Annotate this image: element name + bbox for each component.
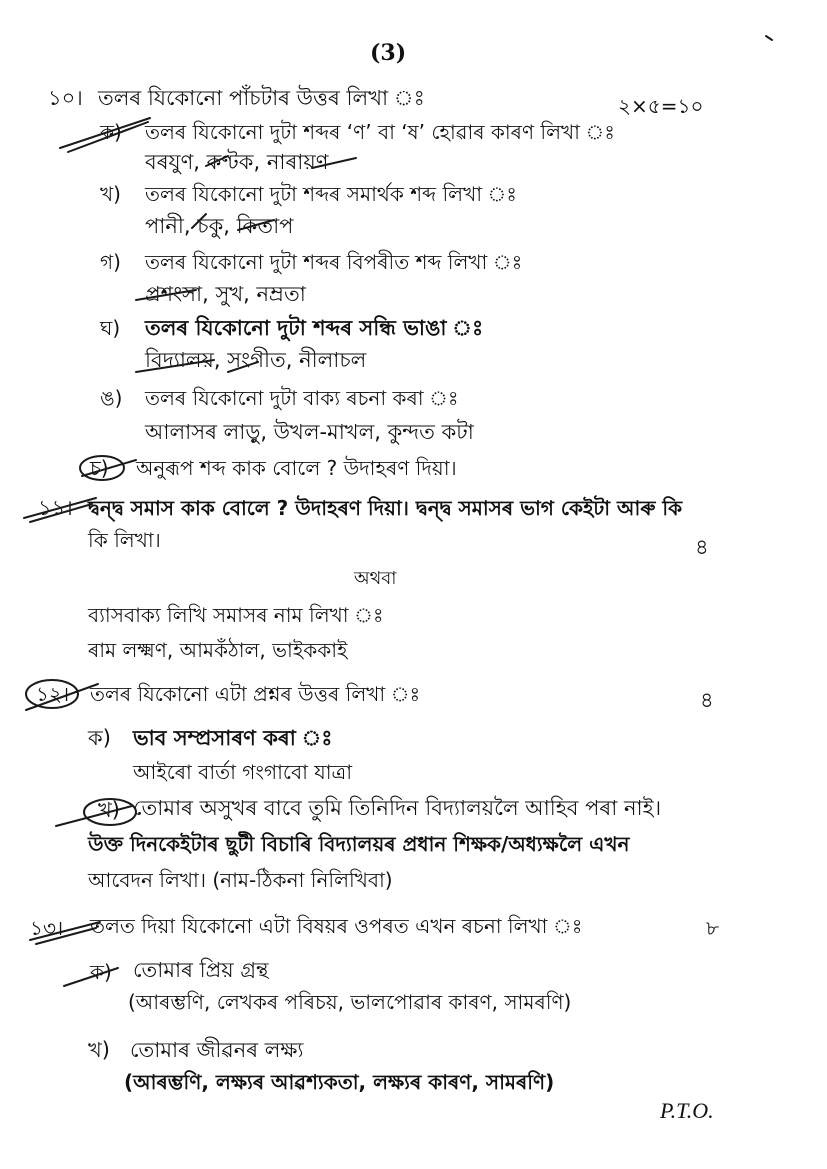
pen-stroke bbox=[192, 214, 206, 228]
pen-stroke bbox=[60, 118, 150, 148]
q10-part-question: তলৰ যিকোনো দুটা শব্দৰ বিপৰীত শব্দ লিখা ঃ bbox=[145, 250, 523, 274]
q10-part-question: অনুৰূপ শব্দ কাক বোলে ? উদাহৰণ দিয়া। bbox=[136, 456, 457, 480]
q13-number: ১৩। bbox=[30, 916, 64, 940]
q11-number: ১১। bbox=[38, 496, 73, 520]
q10-part-words: প্ৰশংসা, সুখ, নম্ৰতা bbox=[145, 282, 306, 306]
q13-b-title: তোমাৰ জীৱনৰ লক্ষ্য bbox=[130, 1038, 304, 1062]
q13-marks: ৮ bbox=[706, 916, 719, 940]
q10-part-label: ঙ) bbox=[100, 386, 123, 410]
page-number: (3) bbox=[370, 40, 407, 66]
pen-stroke bbox=[68, 122, 148, 152]
q12-b-line1: তোমাৰ অসুখৰ বাবে তুমি তিনিদিন বিদ্যালয়লৈ আহিব পৰা নাই। bbox=[133, 796, 662, 820]
q10-part-words: বৰযুণ, কণ্টক, নাৰায়ণ bbox=[145, 150, 329, 174]
q10-heading: তলৰ যিকোনো পাঁচটাৰ উত্তৰ লিখা ঃ bbox=[98, 86, 425, 110]
pto-label: P.T.O. bbox=[660, 1098, 714, 1123]
q12-marks: ৪ bbox=[700, 688, 714, 712]
q10-part-label: ঘ) bbox=[100, 316, 121, 340]
pen-stroke bbox=[82, 456, 136, 480]
q10-part-label: ক) bbox=[100, 120, 122, 144]
q11-alt-line2: ৰাম লক্ষ্মণ, আমকঁঠাল, ভাইককাই bbox=[88, 638, 348, 662]
q12-b-label: খ) bbox=[98, 798, 120, 822]
q10-part-question: তলৰ যিকোনো দুটা শব্দৰ সন্ধি ভাঙা ঃ bbox=[145, 316, 484, 340]
q12-a-phrase: আইৰো বাৰ্তা গংগাবো যাত্ৰা bbox=[133, 760, 353, 784]
q10-part-question: তলৰ যিকোনো দুটা বাক্য ৰচনা কৰা ঃ bbox=[145, 386, 459, 410]
q10-marks: ২×৫=১০ bbox=[618, 94, 704, 118]
q10-part-label: গ) bbox=[100, 250, 121, 274]
q11-line1: দ্বন্দ্ব সমাস কাক বোলে ? উদাহৰণ দিয়া। দ্বন্দ্ব সমাসৰ ভাগ কেইটা আৰু কি bbox=[88, 496, 683, 520]
q11-marks: ৪ bbox=[695, 535, 709, 559]
pen-stroke bbox=[64, 968, 118, 986]
pen-stroke bbox=[238, 220, 274, 230]
q12-b-line2: উক্ত দিনকেইটাৰ ছুটী বিচাৰি বিদ্যালয়ৰ প্ৰধান শিক্ষক/অধ্যক্ষলৈ এখন bbox=[88, 832, 630, 856]
q12-a-text: ভাব সম্প্ৰসাৰণ কৰা ঃ bbox=[133, 726, 333, 750]
q10-part-words: বিদ্যালয়, সংগীত, নীলাচল bbox=[145, 348, 367, 372]
q13-a-points: (আৰম্ভণি, লেখকৰ পৰিচয়, ভালপোৱাৰ কাৰণ, সামৰণি) bbox=[128, 990, 572, 1014]
q12-a-label: ক) bbox=[88, 726, 111, 750]
q11-alt-line1: ব্যাসবাক্য লিখি সমাসৰ নাম লিখা ঃ bbox=[88, 603, 384, 627]
pen-stroke bbox=[228, 362, 258, 372]
pen-stroke bbox=[136, 290, 196, 300]
q12-heading: তলৰ যিকোনো এটা প্ৰশ্নৰ উত্তৰ লিখা ঃ bbox=[90, 682, 421, 706]
q13-heading: তলত দিয়া যিকোনো এটা বিষয়ৰ ওপৰত এখন ৰচনা লিখা ঃ bbox=[90, 914, 583, 938]
q10-part-words: আলাসৰ লাড়ু, উখল-মাখল, কুন্দত কটা bbox=[145, 420, 474, 444]
q10-part-label: চ) bbox=[90, 456, 109, 480]
pen-stroke bbox=[24, 498, 96, 518]
q12-number: ১২। bbox=[36, 682, 70, 706]
q13-b-points: (আৰম্ভণি, লক্ষ্যৰ আৱশ্যকতা, লক্ষ্যৰ কাৰণ, সামৰণি) bbox=[124, 1070, 555, 1094]
q10-part-label: খ) bbox=[100, 182, 121, 206]
q13-a-label: ক) bbox=[90, 960, 112, 984]
q11-or: অথবা bbox=[354, 568, 397, 589]
q13-b-label: খ) bbox=[88, 1038, 110, 1062]
q10-part-question: তলৰ যিকোনো দুটা শব্দৰ ‘ণ’ বা ‘ষ’ হোৱাৰ কাৰণ লিখা ঃ bbox=[145, 120, 615, 144]
q10-number: ১০। bbox=[48, 86, 83, 110]
pen-stroke bbox=[766, 36, 772, 40]
q11-line2: কি লিখা। bbox=[88, 528, 161, 552]
pen-circle bbox=[80, 456, 124, 480]
q10-part-words: পানী, চকু, কিতাপ bbox=[145, 214, 294, 238]
pen-stroke bbox=[206, 156, 228, 166]
q13-a-title: তোমাৰ প্ৰিয় গ্ৰন্থ bbox=[133, 958, 269, 982]
q10-part-question: তলৰ যিকোনো দুটা শব্দৰ সমাৰ্থক শব্দ লিখা ঃ bbox=[145, 182, 517, 206]
pen-stroke bbox=[312, 158, 356, 168]
q12-b-line3: আবেদন লিখা। (নাম-ঠিকনা নিলিখিবা) bbox=[88, 868, 393, 892]
pen-stroke bbox=[136, 360, 214, 372]
